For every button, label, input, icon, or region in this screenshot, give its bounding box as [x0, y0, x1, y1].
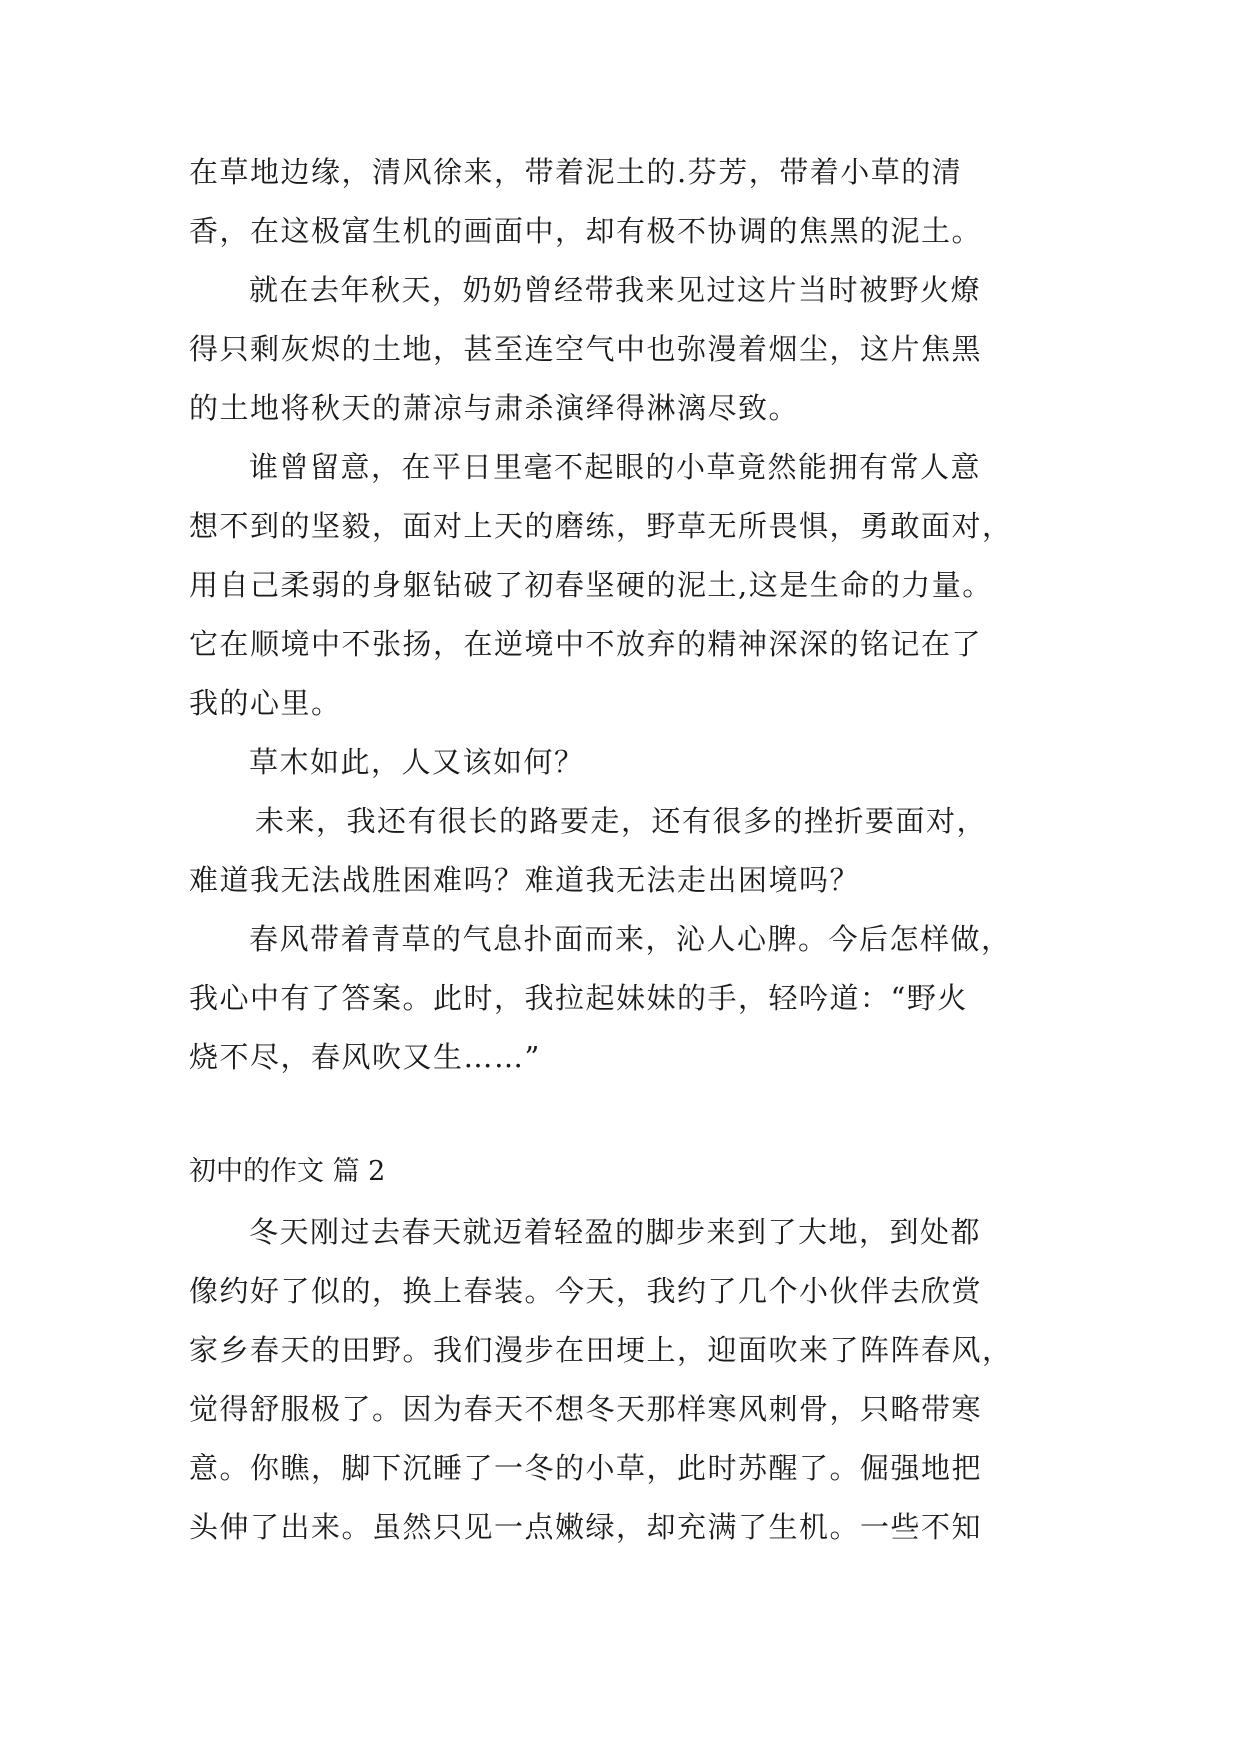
text-line: 我心中有了答案。此时，我拉起妹妹的手，轻吟道：“野火 [189, 981, 968, 1015]
text-line: 用自己柔弱的身躯钻破了初春坚硬的泥土,这是生命的力量。 [189, 568, 993, 602]
text-line: 想不到的坚毅，面对上天的磨练，野草无所畏惧，勇敢面对， [189, 509, 1013, 543]
text-line: 香，在这极富生机的画面中，却有极不协调的焦黑的泥土。 [189, 214, 983, 248]
text-line: 在草地边缘，清风徐来，带着泥土的.芬芳，带着小草的清 [189, 155, 963, 189]
text-line: 我的心里。 [189, 686, 342, 720]
text-line: 得只剩灰烬的土地，甚至连空气中也弥漫着烟尘，这片焦黑 [189, 332, 983, 366]
text-line: 就在去年秋天，奶奶曾经带我来见过这片当时被野火燎 [249, 273, 982, 307]
text-line: 春风带着青草的气息扑面而来，沁人心脾。今后怎样做， [249, 922, 1012, 956]
text-line: 像约好了似的，换上春装。今天，我约了几个小伙伴去欣赏 [189, 1274, 983, 1308]
text-line: 觉得舒服极了。因为春天不想冬天那样寒风刺骨，只略带寒 [189, 1392, 983, 1426]
section-heading: 初中的作文 篇 2 [189, 1156, 386, 1187]
text-line: 冬天刚过去春天就迈着轻盈的脚步来到了大地，到处都 [249, 1215, 982, 1249]
text-line: 头伸了出来。虽然只见一点嫩绿，却充满了生机。一些不知 [189, 1510, 983, 1544]
text-line: 家乡春天的田野。我们漫步在田埂上，迎面吹来了阵阵春风， [189, 1333, 1013, 1367]
text-line: 草木如此，人又该如何？ [249, 745, 585, 779]
text-line: 谁曾留意，在平日里毫不起眼的小草竟然能拥有常人意 [249, 450, 982, 484]
text-line: 的土地将秋天的萧凉与肃杀演绎得淋漓尽致。 [189, 391, 800, 425]
text-line: 未来，我还有很长的路要走，还有很多的挫折要面对， [255, 804, 988, 838]
text-line: 意。你瞧，脚下沉睡了一冬的小草，此时苏醒了。倔强地把 [189, 1451, 983, 1485]
text-line: 难道我无法战胜困难吗？难道我无法走出困境吗？ [189, 863, 861, 897]
text-line: 它在顺境中不张扬，在逆境中不放弃的精神深深的铭记在了 [189, 627, 983, 661]
text-line: 烧不尽，春风吹又生……” [189, 1040, 541, 1074]
